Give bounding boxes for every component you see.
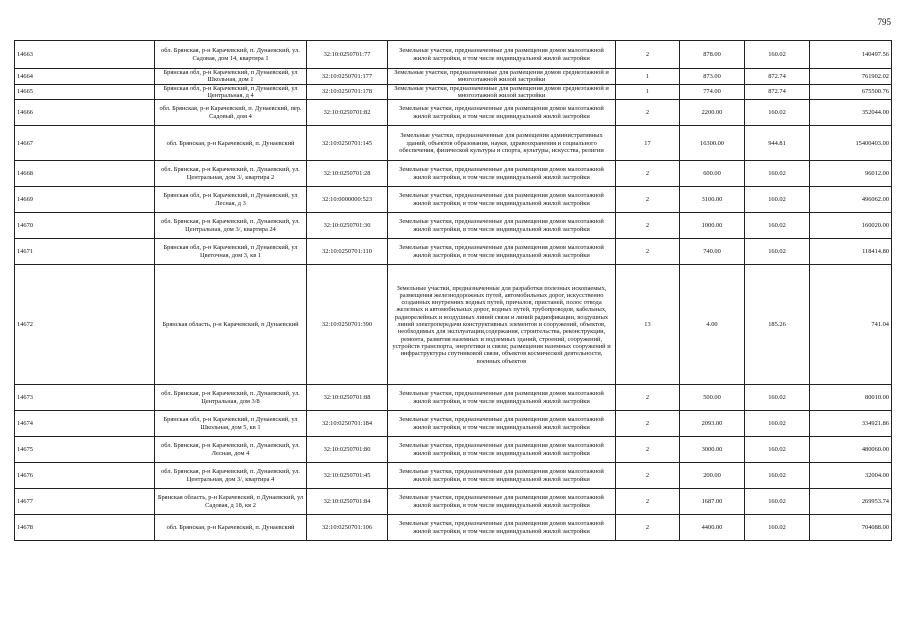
table-row bbox=[15, 187, 892, 213]
area: 2093.00 bbox=[701, 420, 723, 428]
unit-value: 872.74 bbox=[768, 88, 786, 96]
table-body bbox=[15, 41, 892, 541]
group-number-cell bbox=[616, 84, 680, 100]
address: обл. Брянская, р-н Карачевский, п. Дунаевский, ул. Центральная, дом 3/, квартира 24 bbox=[161, 218, 300, 233]
area-cell bbox=[680, 385, 745, 411]
row-id-cell bbox=[15, 489, 155, 515]
group-number: 2 bbox=[645, 109, 650, 117]
group-number-cell bbox=[616, 463, 680, 489]
address: обл. Брянская, р-н Карачевский, п. Дунаевский, ул. Центральная, дом 3/, квартира 2 bbox=[161, 166, 300, 181]
cadastral-value-cell bbox=[810, 265, 892, 385]
cadastral-number: 32:10:0250701:77 bbox=[323, 50, 371, 58]
cadastral-number-cell bbox=[307, 385, 388, 411]
cadastral-value: 334921.86 bbox=[861, 420, 889, 428]
address: Брянская обл, р-н Карачевский, п Дунаевский, ул Центральная, д 4 bbox=[163, 84, 298, 99]
row-id: 14671 bbox=[17, 248, 33, 256]
unit-value-cell bbox=[745, 265, 810, 385]
group-number: 2 bbox=[645, 472, 650, 480]
cadastral-value: 496062.00 bbox=[861, 196, 889, 204]
address: обл. Брянская, р-н Карачевский, п. Дунаевский, ул. Лесная, дом 4 bbox=[161, 442, 300, 457]
area-cell bbox=[680, 411, 745, 437]
group-number-cell bbox=[616, 69, 680, 85]
area-cell bbox=[680, 41, 745, 69]
area: 3100.00 bbox=[701, 196, 723, 204]
land-use: Земельные участки, предназначенные для размещения домов малоэтажной жилой застройки, в том числе индивидуальной жилой застройки bbox=[399, 166, 604, 181]
group-number: 2 bbox=[645, 222, 650, 230]
unit-value-cell bbox=[745, 437, 810, 463]
unit-value: 872.74 bbox=[768, 72, 786, 80]
row-id-cell bbox=[15, 69, 155, 85]
cadastral-number-cell bbox=[307, 515, 388, 541]
unit-value-cell bbox=[745, 41, 810, 69]
cadastral-value-cell bbox=[810, 84, 892, 100]
row-id-cell bbox=[15, 213, 155, 239]
cadastral-number-cell bbox=[307, 437, 388, 463]
land-use-cell bbox=[388, 84, 616, 100]
cadastral-value: 80010.00 bbox=[865, 394, 889, 402]
cadastral-value-cell bbox=[810, 515, 892, 541]
cadastral-value-cell bbox=[810, 41, 892, 69]
table-row bbox=[15, 437, 892, 463]
cadastral-number: 32:10:0250701:84 bbox=[323, 498, 371, 506]
cadastral-number-cell bbox=[307, 265, 388, 385]
cadastral-value-cell bbox=[810, 239, 892, 265]
unit-value-cell bbox=[745, 213, 810, 239]
land-use-cell bbox=[388, 463, 616, 489]
table-row bbox=[15, 84, 892, 100]
table-row bbox=[15, 411, 892, 437]
cadastral-value: 675500.76 bbox=[861, 88, 889, 96]
cadastral-number-cell bbox=[307, 100, 388, 126]
row-id: 14668 bbox=[17, 170, 33, 178]
land-use: Земельные участки, предназначенные для размещения домов малоэтажной жилой застройки, в том числе индивидуальной жилой застройки bbox=[399, 494, 604, 509]
row-id: 14675 bbox=[17, 446, 33, 454]
land-use-cell bbox=[388, 515, 616, 541]
cadastral-value-cell bbox=[810, 187, 892, 213]
cadastral-number: 32:10:0250701:184 bbox=[321, 420, 373, 428]
row-id: 14673 bbox=[17, 394, 33, 402]
cadastral-value-cell bbox=[810, 463, 892, 489]
unit-value: 185.26 bbox=[768, 321, 786, 329]
address-cell bbox=[155, 187, 307, 213]
area: 1687.00 bbox=[701, 498, 723, 506]
land-use: Земельные участки, предназначенные для разработки полезных ископаемых, размещения железнодорожных путей, автомобильных дорог, искусственно созданных внутренних водных путей, причалов, пристаней, полос отвода железных и автомобильных дорог, водных путей, трубопроводов, кабельных, радиорелейных и воздушных линий связи и линий радиофикации, воздушных линий электропередачи конструктивных элементов и сооружений, объектов, необходимых для эксплуатации,содержания, строительства, реконструкции, ремонта, развития наземных и подземных зданий, строений, сооружений, устройств транспорта, энергетики и связи; размещения наземных сооружений и инфраструктуры спутниковой связи, объектов космической деятельности, военных объектов bbox=[392, 284, 611, 365]
group-number-cell bbox=[616, 385, 680, 411]
cadastral-number: 32:10:0250701:178 bbox=[321, 88, 373, 96]
area: 16300.00 bbox=[700, 139, 724, 147]
area-cell bbox=[680, 239, 745, 265]
cadastral-number-cell bbox=[307, 161, 388, 187]
unit-value-cell bbox=[745, 411, 810, 437]
group-number: 2 bbox=[645, 420, 650, 428]
unit-value: 160.02 bbox=[768, 394, 786, 402]
row-id: 14664 bbox=[17, 72, 33, 80]
cadastral-value-cell bbox=[810, 213, 892, 239]
cadastral-number-cell bbox=[307, 463, 388, 489]
area-cell bbox=[680, 161, 745, 187]
land-use: Земельные участки, предназначенные для размещения домов малоэтажной жилой застройки, в том числе индивидуальной жилой застройки bbox=[399, 416, 604, 431]
cadastral-value-cell bbox=[810, 489, 892, 515]
cadastral-number: 32:10:0000000:523 bbox=[321, 196, 373, 204]
unit-value-cell bbox=[745, 126, 810, 161]
row-id-cell bbox=[15, 100, 155, 126]
row-id: 14669 bbox=[17, 196, 33, 204]
cadastral-value: 741.04 bbox=[871, 321, 889, 329]
land-use-cell bbox=[388, 489, 616, 515]
group-number-cell bbox=[616, 100, 680, 126]
cadastral-value: 96012.00 bbox=[865, 170, 889, 178]
page-number: 795 bbox=[877, 17, 891, 27]
land-use: Земельные участки, предназначенные для размещения домов малоэтажной жилой застройки, в том числе индивидуальной жилой застройки bbox=[399, 244, 604, 259]
address-cell bbox=[155, 84, 307, 100]
address: Брянская область, р-н Карачевский, п Дунаевский bbox=[162, 321, 299, 329]
table-row bbox=[15, 126, 892, 161]
land-use-cell bbox=[388, 100, 616, 126]
cadastral-value: 269953.74 bbox=[861, 498, 889, 506]
address-cell bbox=[155, 265, 307, 385]
land-use: Земельные участки, предназначенные для размещения домов среднеэтажной и многоэтажной жилой застройки bbox=[394, 84, 609, 99]
table-row bbox=[15, 69, 892, 85]
row-id-cell bbox=[15, 385, 155, 411]
cadastral-number: 32:10:0250701:82 bbox=[323, 109, 371, 117]
address: Брянская обл, р-н Карачевский, п Дунаевский, ул Школьная, дом 5, кв 1 bbox=[163, 416, 298, 431]
area-cell bbox=[680, 489, 745, 515]
cadastral-number: 32:10:0250701:30 bbox=[323, 222, 371, 230]
group-number: 2 bbox=[645, 50, 650, 58]
address: обл. Брянская, р-н Карачевский, п. Дунаевский, ул. Садовая, дом 14, квартира 1 bbox=[161, 47, 300, 62]
group-number-cell bbox=[616, 187, 680, 213]
land-use-cell bbox=[388, 239, 616, 265]
table-row bbox=[15, 489, 892, 515]
cadastral-value: 118414.80 bbox=[862, 248, 889, 256]
area: 600.00 bbox=[703, 170, 721, 178]
area-cell bbox=[680, 69, 745, 85]
cadastral-number: 32:10:0250701:110 bbox=[322, 248, 372, 256]
area: 2200.00 bbox=[701, 109, 723, 117]
cadastral-value-cell bbox=[810, 437, 892, 463]
group-number-cell bbox=[616, 213, 680, 239]
unit-value-cell bbox=[745, 69, 810, 85]
table-row bbox=[15, 385, 892, 411]
land-use-cell bbox=[388, 385, 616, 411]
group-number: 2 bbox=[645, 524, 650, 532]
table-row bbox=[15, 239, 892, 265]
land-use: Земельные участки, предназначенные для размещения домов малоэтажной жилой застройки, в том числе индивидуальной жилой застройки bbox=[399, 442, 604, 457]
land-use: Земельные участки, предназначенные для размещения домов среднеэтажной и многоэтажной жилой застройки bbox=[394, 69, 609, 84]
cadastral-value-cell bbox=[810, 69, 892, 85]
cadastral-number: 32:10:0250701:80 bbox=[323, 446, 371, 454]
address: обл. Брянская, р-н Карачевский, п. Дунаевский, ул. Центральная, дом 3/8 bbox=[161, 390, 300, 405]
unit-value: 944.81 bbox=[768, 139, 786, 147]
unit-value: 160.02 bbox=[768, 420, 786, 428]
row-id: 14663 bbox=[17, 50, 33, 58]
cadastral-number: 32:10:0250701:45 bbox=[323, 472, 371, 480]
area: 4.00 bbox=[706, 321, 718, 329]
row-id-cell bbox=[15, 126, 155, 161]
area-cell bbox=[680, 265, 745, 385]
unit-value-cell bbox=[745, 100, 810, 126]
cadastral-value: 140497.56 bbox=[861, 50, 889, 58]
land-use: Земельные участки, предназначенные для размещения домов малоэтажной жилой застройки, в том числе индивидуальной жилой застройки bbox=[399, 390, 604, 405]
area: 4400.00 bbox=[701, 524, 723, 532]
group-number: 1 bbox=[645, 88, 650, 96]
group-number: 2 bbox=[645, 394, 650, 402]
address-cell bbox=[155, 463, 307, 489]
address: Брянская обл, р-н Карачевский, п Дунаевский, ул Школьная, дом 1 bbox=[163, 69, 298, 84]
land-use-cell bbox=[388, 213, 616, 239]
land-use: Земельные участки, предназначенные для размещения домов малоэтажной жилой застройки, в том числе индивидуальной жилой застройки bbox=[399, 520, 604, 535]
land-use-cell bbox=[388, 161, 616, 187]
unit-value: 160.02 bbox=[768, 50, 786, 58]
group-number-cell bbox=[616, 239, 680, 265]
row-id-cell bbox=[15, 41, 155, 69]
group-number-cell bbox=[616, 411, 680, 437]
group-number: 2 bbox=[645, 248, 650, 256]
cadastral-number: 32:10:0250701:28 bbox=[323, 170, 371, 178]
row-id-cell bbox=[15, 265, 155, 385]
land-use: Земельные участки, предназначенные для размещения домов малоэтажной жилой застройки, в том числе индивидуальной жилой застройки bbox=[399, 468, 604, 483]
unit-value: 160.02 bbox=[768, 248, 786, 256]
unit-value-cell bbox=[745, 161, 810, 187]
address-cell bbox=[155, 411, 307, 437]
row-id-cell bbox=[15, 437, 155, 463]
address: обл. Брянская, р-н Карачевский, п. Дунаевский, ул. Центральная, дом 3/, квартира 4 bbox=[161, 468, 300, 483]
cadastral-value: 704088.00 bbox=[861, 524, 889, 532]
address: обл. Брянская, р-н Карачевский, п. Дунаевский, пер. Садовый, дом 4 bbox=[159, 105, 302, 120]
land-use-cell bbox=[388, 187, 616, 213]
area: 3000.00 bbox=[701, 446, 723, 454]
row-id: 14674 bbox=[17, 420, 33, 428]
area-cell bbox=[680, 126, 745, 161]
unit-value: 160.02 bbox=[768, 196, 786, 204]
cadastral-number: 32:10:0250701:177 bbox=[321, 72, 373, 80]
area: 740.00 bbox=[703, 248, 721, 256]
row-id: 14677 bbox=[17, 498, 33, 506]
group-number-cell bbox=[616, 161, 680, 187]
cadastral-value: 761902.02 bbox=[861, 72, 889, 80]
group-number: 2 bbox=[645, 196, 650, 204]
unit-value: 160.02 bbox=[768, 524, 786, 532]
row-id: 14676 bbox=[17, 472, 33, 480]
table-row bbox=[15, 213, 892, 239]
row-id-cell bbox=[15, 187, 155, 213]
group-number-cell bbox=[616, 437, 680, 463]
cadastral-number-cell bbox=[307, 187, 388, 213]
address: обл. Брянская, р-н Карачевский, п. Дунаевский bbox=[166, 139, 295, 147]
group-number-cell bbox=[616, 41, 680, 69]
unit-value-cell bbox=[745, 515, 810, 541]
area-cell bbox=[680, 515, 745, 541]
area-cell bbox=[680, 213, 745, 239]
group-number: 17 bbox=[644, 139, 651, 147]
unit-value: 160.02 bbox=[768, 222, 786, 230]
unit-value-cell bbox=[745, 463, 810, 489]
land-use-cell bbox=[388, 41, 616, 69]
unit-value: 160.02 bbox=[768, 170, 786, 178]
cadastral-value: 32004.00 bbox=[865, 472, 889, 480]
cadastral-value-cell bbox=[810, 411, 892, 437]
unit-value: 160.02 bbox=[768, 472, 786, 480]
address-cell bbox=[155, 489, 307, 515]
row-id-cell bbox=[15, 411, 155, 437]
area: 878.00 bbox=[703, 50, 721, 58]
cadastral-number-cell bbox=[307, 84, 388, 100]
group-number: 2 bbox=[645, 170, 650, 178]
address-cell bbox=[155, 515, 307, 541]
land-use-cell bbox=[388, 126, 616, 161]
land-use-cell bbox=[388, 265, 616, 385]
table-row bbox=[15, 100, 892, 126]
area-cell bbox=[680, 463, 745, 489]
row-id-cell bbox=[15, 84, 155, 100]
area-cell bbox=[680, 84, 745, 100]
unit-value: 160.02 bbox=[768, 446, 786, 454]
row-id-cell bbox=[15, 463, 155, 489]
area: 500.00 bbox=[703, 394, 721, 402]
address-cell bbox=[155, 41, 307, 69]
cadastral-number: 32:10:0250701:145 bbox=[321, 139, 373, 147]
cadastral-value-cell bbox=[810, 161, 892, 187]
cadastral-value: 15400403.00 bbox=[855, 139, 889, 147]
area: 774.00 bbox=[703, 88, 721, 96]
row-id: 14666 bbox=[17, 109, 33, 117]
table-row bbox=[15, 161, 892, 187]
address-cell bbox=[155, 161, 307, 187]
address-cell bbox=[155, 385, 307, 411]
row-id: 14667 bbox=[17, 139, 33, 147]
land-use: Земельные участки, предназначенные для размещения административных зданий, объектов образования, науки, здравоохранения и социального обеспечения, физической культуры и спорта, культуры, искусства, религии bbox=[399, 132, 604, 154]
cadastral-number-cell bbox=[307, 489, 388, 515]
row-id: 14672 bbox=[17, 321, 33, 329]
address-cell bbox=[155, 239, 307, 265]
row-id-cell bbox=[15, 239, 155, 265]
address-cell bbox=[155, 100, 307, 126]
land-use-cell bbox=[388, 437, 616, 463]
row-id: 14678 bbox=[17, 524, 33, 532]
group-number-cell bbox=[616, 489, 680, 515]
area: 873.00 bbox=[703, 72, 721, 80]
group-number: 1 bbox=[645, 72, 650, 80]
unit-value-cell bbox=[745, 187, 810, 213]
cadastral-value-cell bbox=[810, 385, 892, 411]
address-cell bbox=[155, 213, 307, 239]
cadastral-value: 160020.00 bbox=[861, 222, 889, 230]
cadastral-number-cell bbox=[307, 239, 388, 265]
cadastral-number-cell bbox=[307, 69, 388, 85]
group-number-cell bbox=[616, 126, 680, 161]
area-cell bbox=[680, 437, 745, 463]
unit-value-cell bbox=[745, 239, 810, 265]
land-use-cell bbox=[388, 411, 616, 437]
unit-value: 160.02 bbox=[768, 498, 786, 506]
unit-value: 160.02 bbox=[768, 109, 786, 117]
address: Брянская обл, р-н Карачевский, п Дунаевский, ул Лесная, д 3 bbox=[163, 192, 298, 207]
group-number-cell bbox=[616, 265, 680, 385]
address-cell bbox=[155, 437, 307, 463]
land-use: Земельные участки, предназначенные для размещения домов малоэтажной жилой застройки, в том числе индивидуальной жилой застройки bbox=[399, 47, 604, 62]
row-id: 14670 bbox=[17, 222, 33, 230]
cadastral-value-table bbox=[14, 40, 892, 541]
group-number: 13 bbox=[644, 321, 651, 329]
area-cell bbox=[680, 100, 745, 126]
cadastral-value: 352044.00 bbox=[861, 109, 889, 117]
address-cell bbox=[155, 126, 307, 161]
group-number: 2 bbox=[645, 446, 650, 454]
row-id-cell bbox=[15, 161, 155, 187]
row-id-cell bbox=[15, 515, 155, 541]
land-use-cell bbox=[388, 69, 616, 85]
cadastral-number-cell bbox=[307, 41, 388, 69]
area: 200.00 bbox=[703, 472, 721, 480]
table-row bbox=[15, 41, 892, 69]
row-id: 14665 bbox=[17, 88, 33, 96]
cadastral-number-cell bbox=[307, 411, 388, 437]
group-number: 2 bbox=[645, 498, 650, 506]
cadastral-number-cell bbox=[307, 213, 388, 239]
area-cell bbox=[680, 187, 745, 213]
land-use: Земельные участки, предназначенные для размещения домов малоэтажной жилой застройки, в том числе индивидуальной жилой застройки bbox=[399, 192, 604, 207]
area: 1000.00 bbox=[701, 222, 723, 230]
unit-value-cell bbox=[745, 489, 810, 515]
table-row bbox=[15, 463, 892, 489]
table-row bbox=[15, 515, 892, 541]
address-cell bbox=[155, 69, 307, 85]
cadastral-number: 32:10:0250701:88 bbox=[323, 394, 371, 402]
address: Брянская обл, р-н Карачевский, п Дунаевский, ул Цветочная, дом 3, кв 1 bbox=[163, 244, 298, 259]
cadastral-value-cell bbox=[810, 100, 892, 126]
cadastral-value-cell bbox=[810, 126, 892, 161]
cadastral-value: 480060.00 bbox=[861, 446, 889, 454]
unit-value-cell bbox=[745, 84, 810, 100]
cadastral-number: 32:10:0250701:390 bbox=[321, 321, 373, 329]
unit-value-cell bbox=[745, 385, 810, 411]
address: обл. Брянская, р-н Карачевский, п. Дунаевский bbox=[166, 524, 295, 532]
cadastral-number: 32:10:0250701:106 bbox=[321, 524, 373, 532]
land-use: Земельные участки, предназначенные для размещения домов малоэтажной жилой застройки, в том числе индивидуальной жилой застройки bbox=[399, 218, 604, 233]
land-use: Земельные участки, предназначенные для размещения домов малоэтажной жилой застройки, в том числе индивидуальной жилой застройки bbox=[399, 105, 604, 120]
table-row bbox=[15, 265, 892, 385]
address: Брянская область, р-н Карачевский, п Дунаевский, ул Садовая, д 18, кв 2 bbox=[157, 494, 304, 509]
group-number-cell bbox=[616, 515, 680, 541]
cadastral-number-cell bbox=[307, 126, 388, 161]
